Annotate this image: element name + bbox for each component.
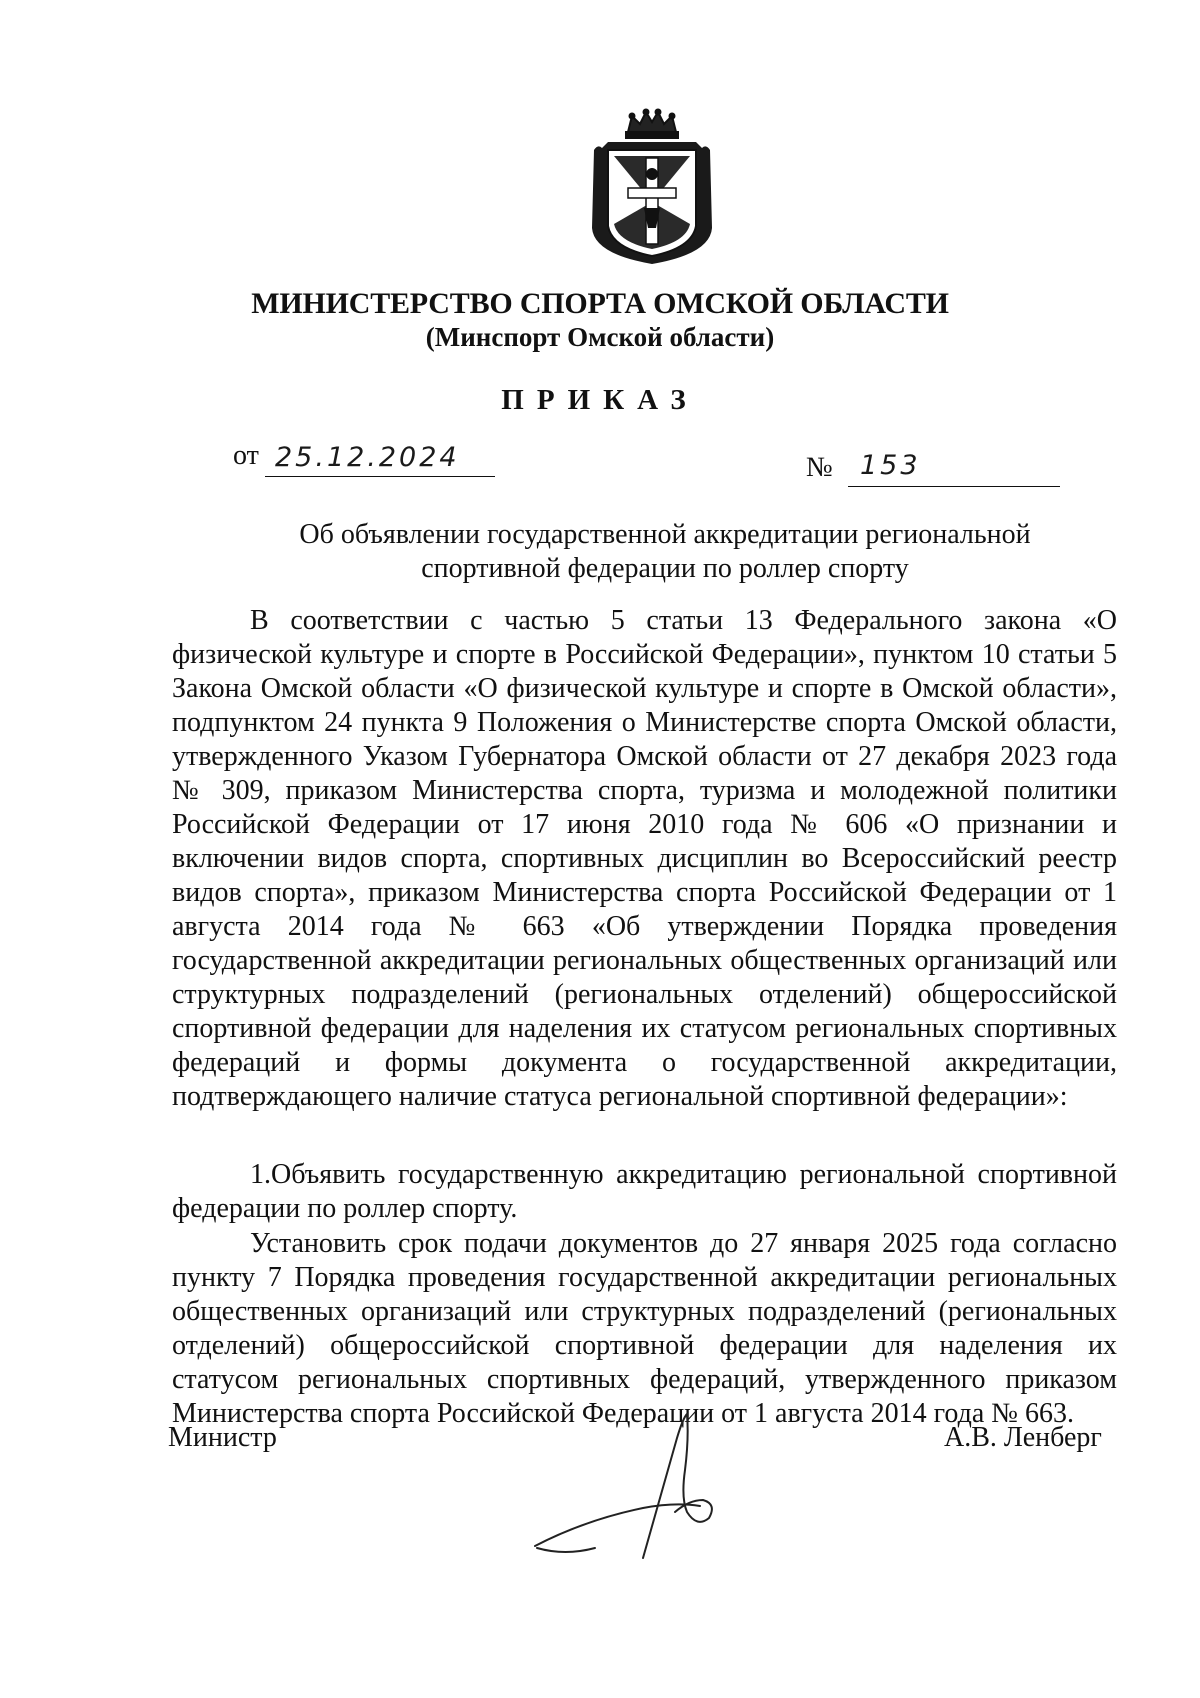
organization-name: МИНИСТЕРСТВО СПОРТА ОМСКОЙ ОБЛАСТИ xyxy=(251,287,949,320)
body-paragraph-order: 1.Объявить государственную аккредитацию региональной спортивной федерации по роллер спорту. xyxy=(172,1159,1117,1224)
handwritten-signature-icon xyxy=(525,1408,765,1583)
document-type-title: ПРИКАЗ xyxy=(501,384,699,416)
organization-short-name: (Минспорт Омской области) xyxy=(425,322,775,352)
number-label: № xyxy=(806,452,833,483)
body-paragraph-basis: В соответствии с частью 5 статьи 13 Федерального закона «О физической культуре и спорте в Российской Федерации», пунктом 10 статьи 5 Закона Омской области «О физической культуре и спорте в Омской области», подпунктом 24 пункта 9 Положения о Министерстве спорта Омской области, утвержденного Указом Губернатора Омской области от 27 декабря 2023 года № 309, приказом Министерства спорта, туризма и молодежной политики Российской Федерации от 17 июня 2010 года № 606 «О признании и включении видов спорта, спортивных дисциплин во Всероссийский реестр видов спорта», приказом Министерства спорта Российской Федерации от 1 августа 2014 года № 663 «Об утверждении Порядка проведения государственной аккредитации региональных общественных организаций или структурных подразделений (региональных отделений) общероссийской спортивной федерации для наделения их статусом региональных спортивных федераций и формы документа о государственной аккредитации, подтверждающего наличие статуса региональной спортивной федерации»: xyxy=(172,605,1117,1112)
signatory-title: Министр xyxy=(168,1422,277,1453)
date-prefix: от xyxy=(233,440,259,471)
date-value: 25.12.2024 xyxy=(275,442,460,473)
number-value: 153 xyxy=(860,450,921,481)
signatory-name: А.В. Ленберг xyxy=(944,1422,1102,1453)
number-underline xyxy=(848,486,1060,487)
body-paragraph-deadline: Установить срок подачи документов до 27 января 2025 года согласно пункту 7 Порядка проведения государственной аккредитации региональных общественных организаций или структурных подразделений (региональных отделений) общероссийской спортивной федерации для наделения их статусом региональных спортивных федераций, утвержденного приказом Министерства спорта Российской Федерации от 1 августа 2014 года № 663. xyxy=(172,1228,1117,1429)
date-underline xyxy=(265,476,495,477)
document-subject: Об объявлении государственной аккредитации региональной спортивной федерации по роллер спорту xyxy=(299,519,1031,584)
coat-of-arms-icon xyxy=(588,108,716,266)
